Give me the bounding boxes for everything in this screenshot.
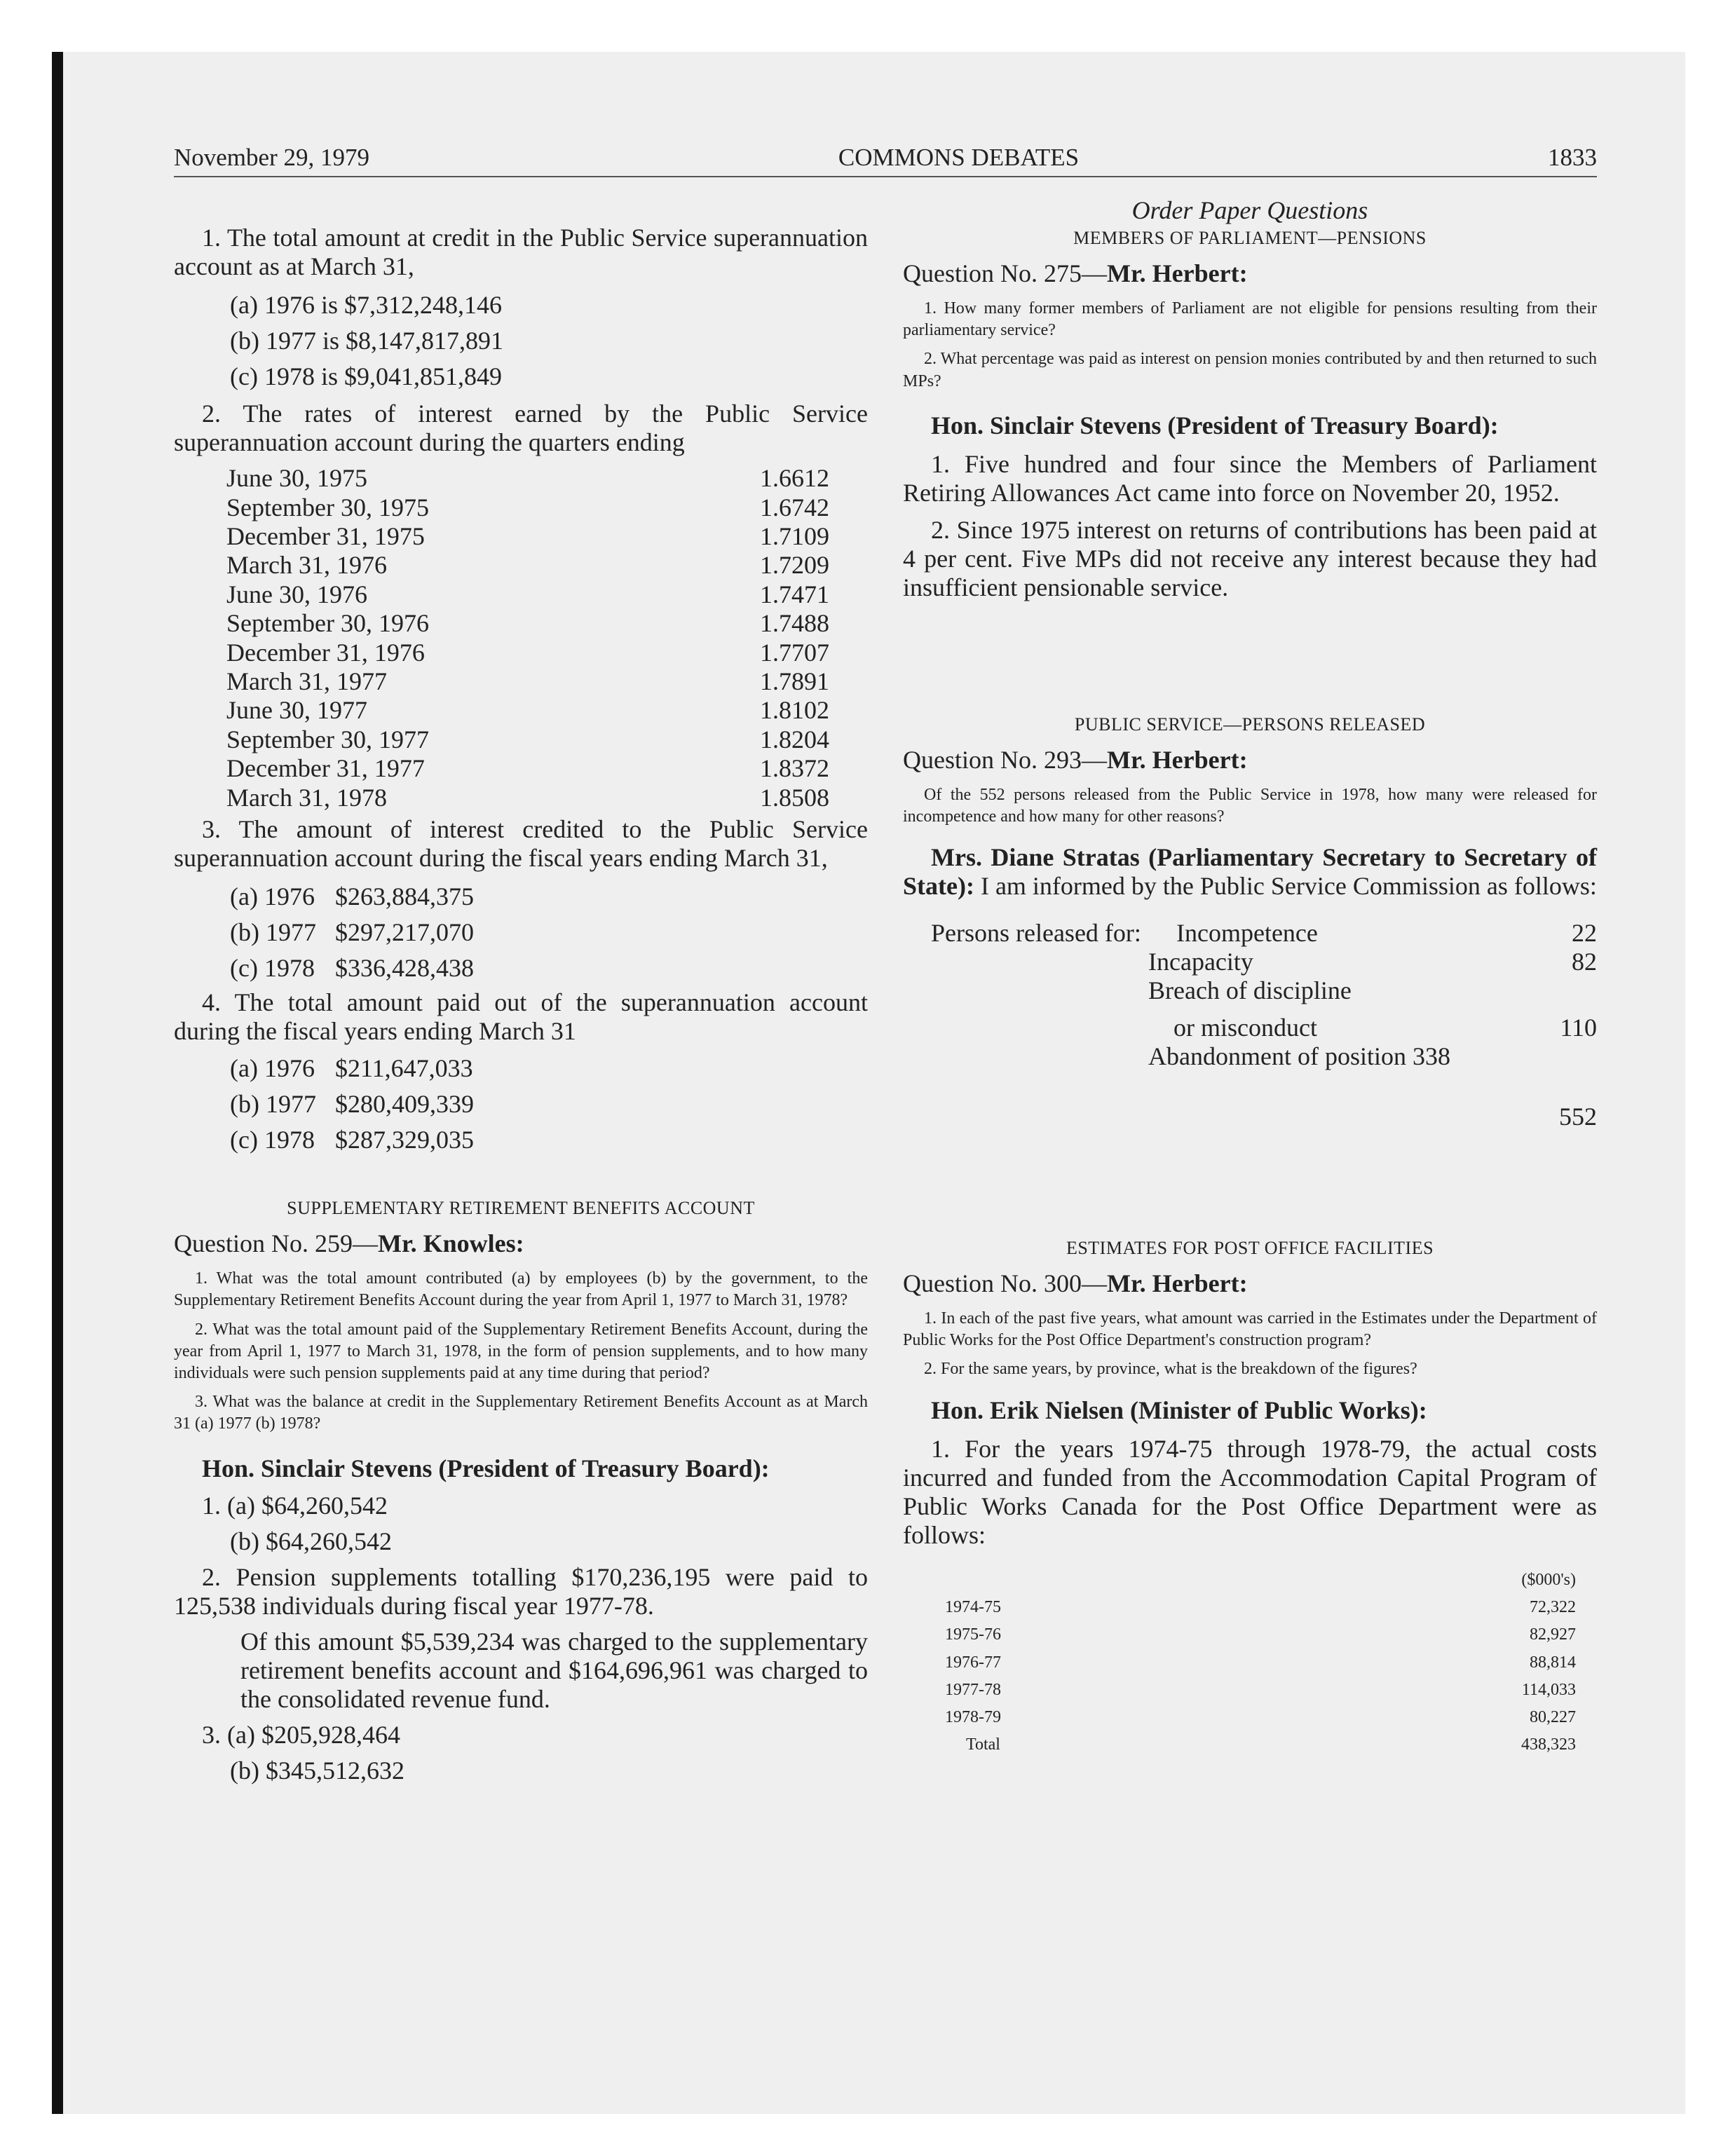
rate-row: March 31, 1976 1.7209: [226, 551, 829, 580]
question-275-text: 1. How many former members of Parliament are not eligible for pensions resulting from their parliamentary service? 2. What percentage was paid as interest on pension monies contributed by and then returned to such MPs?: [903, 299, 1597, 390]
speaker-stratas: Mrs. Diane Stratas (Parliamentary Secretary to Secretary of State):: [903, 843, 1597, 901]
cost-total-row: Total 438,323: [966, 1735, 1576, 1754]
answer-1-intro: 1. The total amount at credit in the Public Service superannuation account as at March 31,: [174, 224, 868, 281]
answer-293-intro: Mrs. Diane Stratas (Parliamentary Secretary to Secretary of State): I am informed by the Public Service Commission as follows:: [903, 843, 1597, 901]
header-page-number: 1833: [1547, 144, 1597, 171]
released-row: Abandonment of position 338: [1148, 1042, 1450, 1071]
answer-4-item: (c) 1978 $287,329,035: [230, 1126, 474, 1154]
section-heading-pensions: MEMBERS OF PARLIAMENT—PENSIONS: [1073, 228, 1427, 248]
rate-row: September 30, 1977 1.8204: [226, 725, 829, 753]
question-259-heading: Question No. 259—Mr. Knowles:: [174, 1229, 524, 1258]
answer-1-list: [230, 291, 868, 391]
answer-3-item: (b) 1977 $297,217,070: [230, 918, 474, 946]
rate-row: December 31, 1976 1.7707: [226, 638, 829, 667]
answer-259: 1. (a) $64,260,542 (b) $64,260,542 2. Pension supplements totalling $170,236,195 were paid to 125,538 individuals during fiscal year 1977-78. Of this amount $5,539,234 was charged to the supplementary retirement benefits account and $164,696,961 was charged to the consolidated revenue fund. 3. (a) $205,928,464 (b) $345,512,632: [174, 1491, 868, 1785]
answer-4-item: (b) 1977 $280,409,339: [230, 1090, 474, 1119]
question-259-text: 1. What was the total amount contributed (a) by employees (b) by the government, to the Supplementary Retirement Benefits Account during the year from April 1, 1977 to March 31, 1978? 2. What was the total amount paid of the Supplementary Retirement Benefits Account, during the year from April 1, 1977 to March 31, 1978, in the form of pension supplements, and to how many individuals were such pension supplements paid at any time during that period? 3. What was the balance at credit in the Supplementary Retirement Benefits Account as at March 31 (a) 1977 (b) 1978?: [174, 1269, 868, 1433]
cost-header-row: ($000's): [1521, 1571, 1576, 1590]
answer-275-1: 1. Five hundred and four since the Members of Parliament Retiring Allowances Act came into force on November 20, 1952.: [903, 449, 1597, 507]
answer-4-list: [230, 1054, 868, 1154]
released-row: Breach of discipline: [1148, 976, 1352, 1005]
rate-row: December 31, 1977 1.8372: [226, 754, 829, 783]
answer-300: 1. For the years 1974-75 through 1978-79, the actual costs incurred and funded from the Accommodation Capital Program of Public Works Canada for the Post Office Department were as follows:: [903, 1435, 1597, 1550]
page: [174, 144, 1597, 1785]
rate-row: December 31, 1975 1.7109: [226, 522, 829, 550]
section-heading-post-office: ESTIMATES FOR POST OFFICE FACILITIES: [1066, 1237, 1434, 1258]
question-293-text: Of the 552 persons released from the Public Service in 1978, how many were released for incompetence and how many for other reasons?: [903, 785, 1597, 826]
right-column: [903, 196, 1597, 1785]
rate-row: June 30, 1977 1.8102: [226, 696, 829, 725]
header-title: COMMONS DEBATES: [838, 144, 1080, 171]
cost-row: 1974-75 72,322: [945, 1598, 1576, 1617]
header-date: November 29, 1979: [174, 144, 369, 171]
question-293-heading: Question No. 293—Mr. Herbert:: [903, 745, 1248, 774]
speaker-stevens: Hon. Sinclair Stevens (President of Treasury Board):: [202, 1454, 770, 1482]
released-row: Incapacity 82: [1148, 948, 1597, 976]
question-300-text: 1. In each of the past five years, what amount was carried in the Estimates under the Department of Public Works for the Post Office Department's construction program? 2. For the same years, by province, what is the breakdown of the figures?: [903, 1309, 1597, 1378]
answer-3-item: (c) 1978 $336,428,438: [230, 954, 474, 983]
rate-row: September 30, 1976 1.7488: [226, 609, 829, 638]
released-table: [903, 919, 1597, 1131]
scan-edge-bar: [52, 52, 63, 2114]
left-column: [174, 196, 868, 1785]
answer-1-item: (a) 1976 is $7,312,248,146: [230, 291, 502, 320]
cost-row: 1977-78 114,033: [945, 1680, 1576, 1699]
answer-2-intro: 2. The rates of interest earned by the Public Service superannuation account during the quarters ending: [174, 400, 868, 457]
section-heading-released: PUBLIC SERVICE—PERSONS RELEASED: [1074, 714, 1426, 735]
order-paper-title: Order Paper Questions: [1131, 196, 1368, 224]
answer-275-2: 2. Since 1975 interest on returns of contributions has been paid at 4 per cent. Five MPs did not receive any interest because they had insufficient pensionable service.: [903, 515, 1597, 601]
question-300-heading: Question No. 300—Mr. Herbert:: [903, 1269, 1248, 1297]
rate-row: June 30, 1976 1.7471: [226, 580, 829, 608]
answer-3-list: [230, 882, 868, 983]
rate-row: September 30, 1975 1.6742: [226, 493, 829, 521]
post-office-costs-table: [945, 1567, 1576, 1759]
section-heading-srba: SUPPLEMENTARY RETIREMENT BENEFITS ACCOUNT: [287, 1198, 755, 1219]
answer-1-item: (c) 1978 is $9,041,851,849: [230, 362, 502, 391]
rate-row: March 31, 1978 1.8508: [226, 783, 829, 812]
interest-rates-table: [226, 464, 868, 812]
answer-1-item: (b) 1977 is $8,147,817,891: [230, 327, 503, 355]
released-row: or misconduct 110: [1173, 1014, 1597, 1042]
answer-4-item: (a) 1976 $211,647,033: [230, 1054, 473, 1083]
rate-row: June 30, 1975 1.6612: [226, 464, 829, 493]
cost-row: 1976-77 88,814: [945, 1653, 1576, 1672]
answer-3-item: (a) 1976 $263,884,375: [230, 882, 474, 910]
released-total-row: 552: [1559, 1102, 1597, 1131]
cost-row: 1978-79 80,227: [945, 1707, 1576, 1726]
answer-4-intro: 4. The total amount paid out of the superannuation account during the fiscal years ending March 31: [174, 988, 868, 1046]
rate-row: March 31, 1977 1.7891: [226, 667, 829, 695]
answer-3-intro: 3. The amount of interest credited to the Public Service superannuation account during the fiscal years ending March 31,: [174, 814, 868, 872]
question-275-heading: Question No. 275—Mr. Herbert:: [903, 259, 1248, 287]
page-header: [174, 144, 1597, 177]
speaker-stevens-2: Hon. Sinclair Stevens (President of Treasury Board):: [931, 411, 1499, 439]
cost-row: 1975-76 82,927: [945, 1625, 1576, 1644]
released-row: Persons released for: Incompetence 22: [931, 919, 1597, 948]
speaker-nielsen: Hon. Erik Nielsen (Minister of Public Works):: [931, 1396, 1427, 1425]
